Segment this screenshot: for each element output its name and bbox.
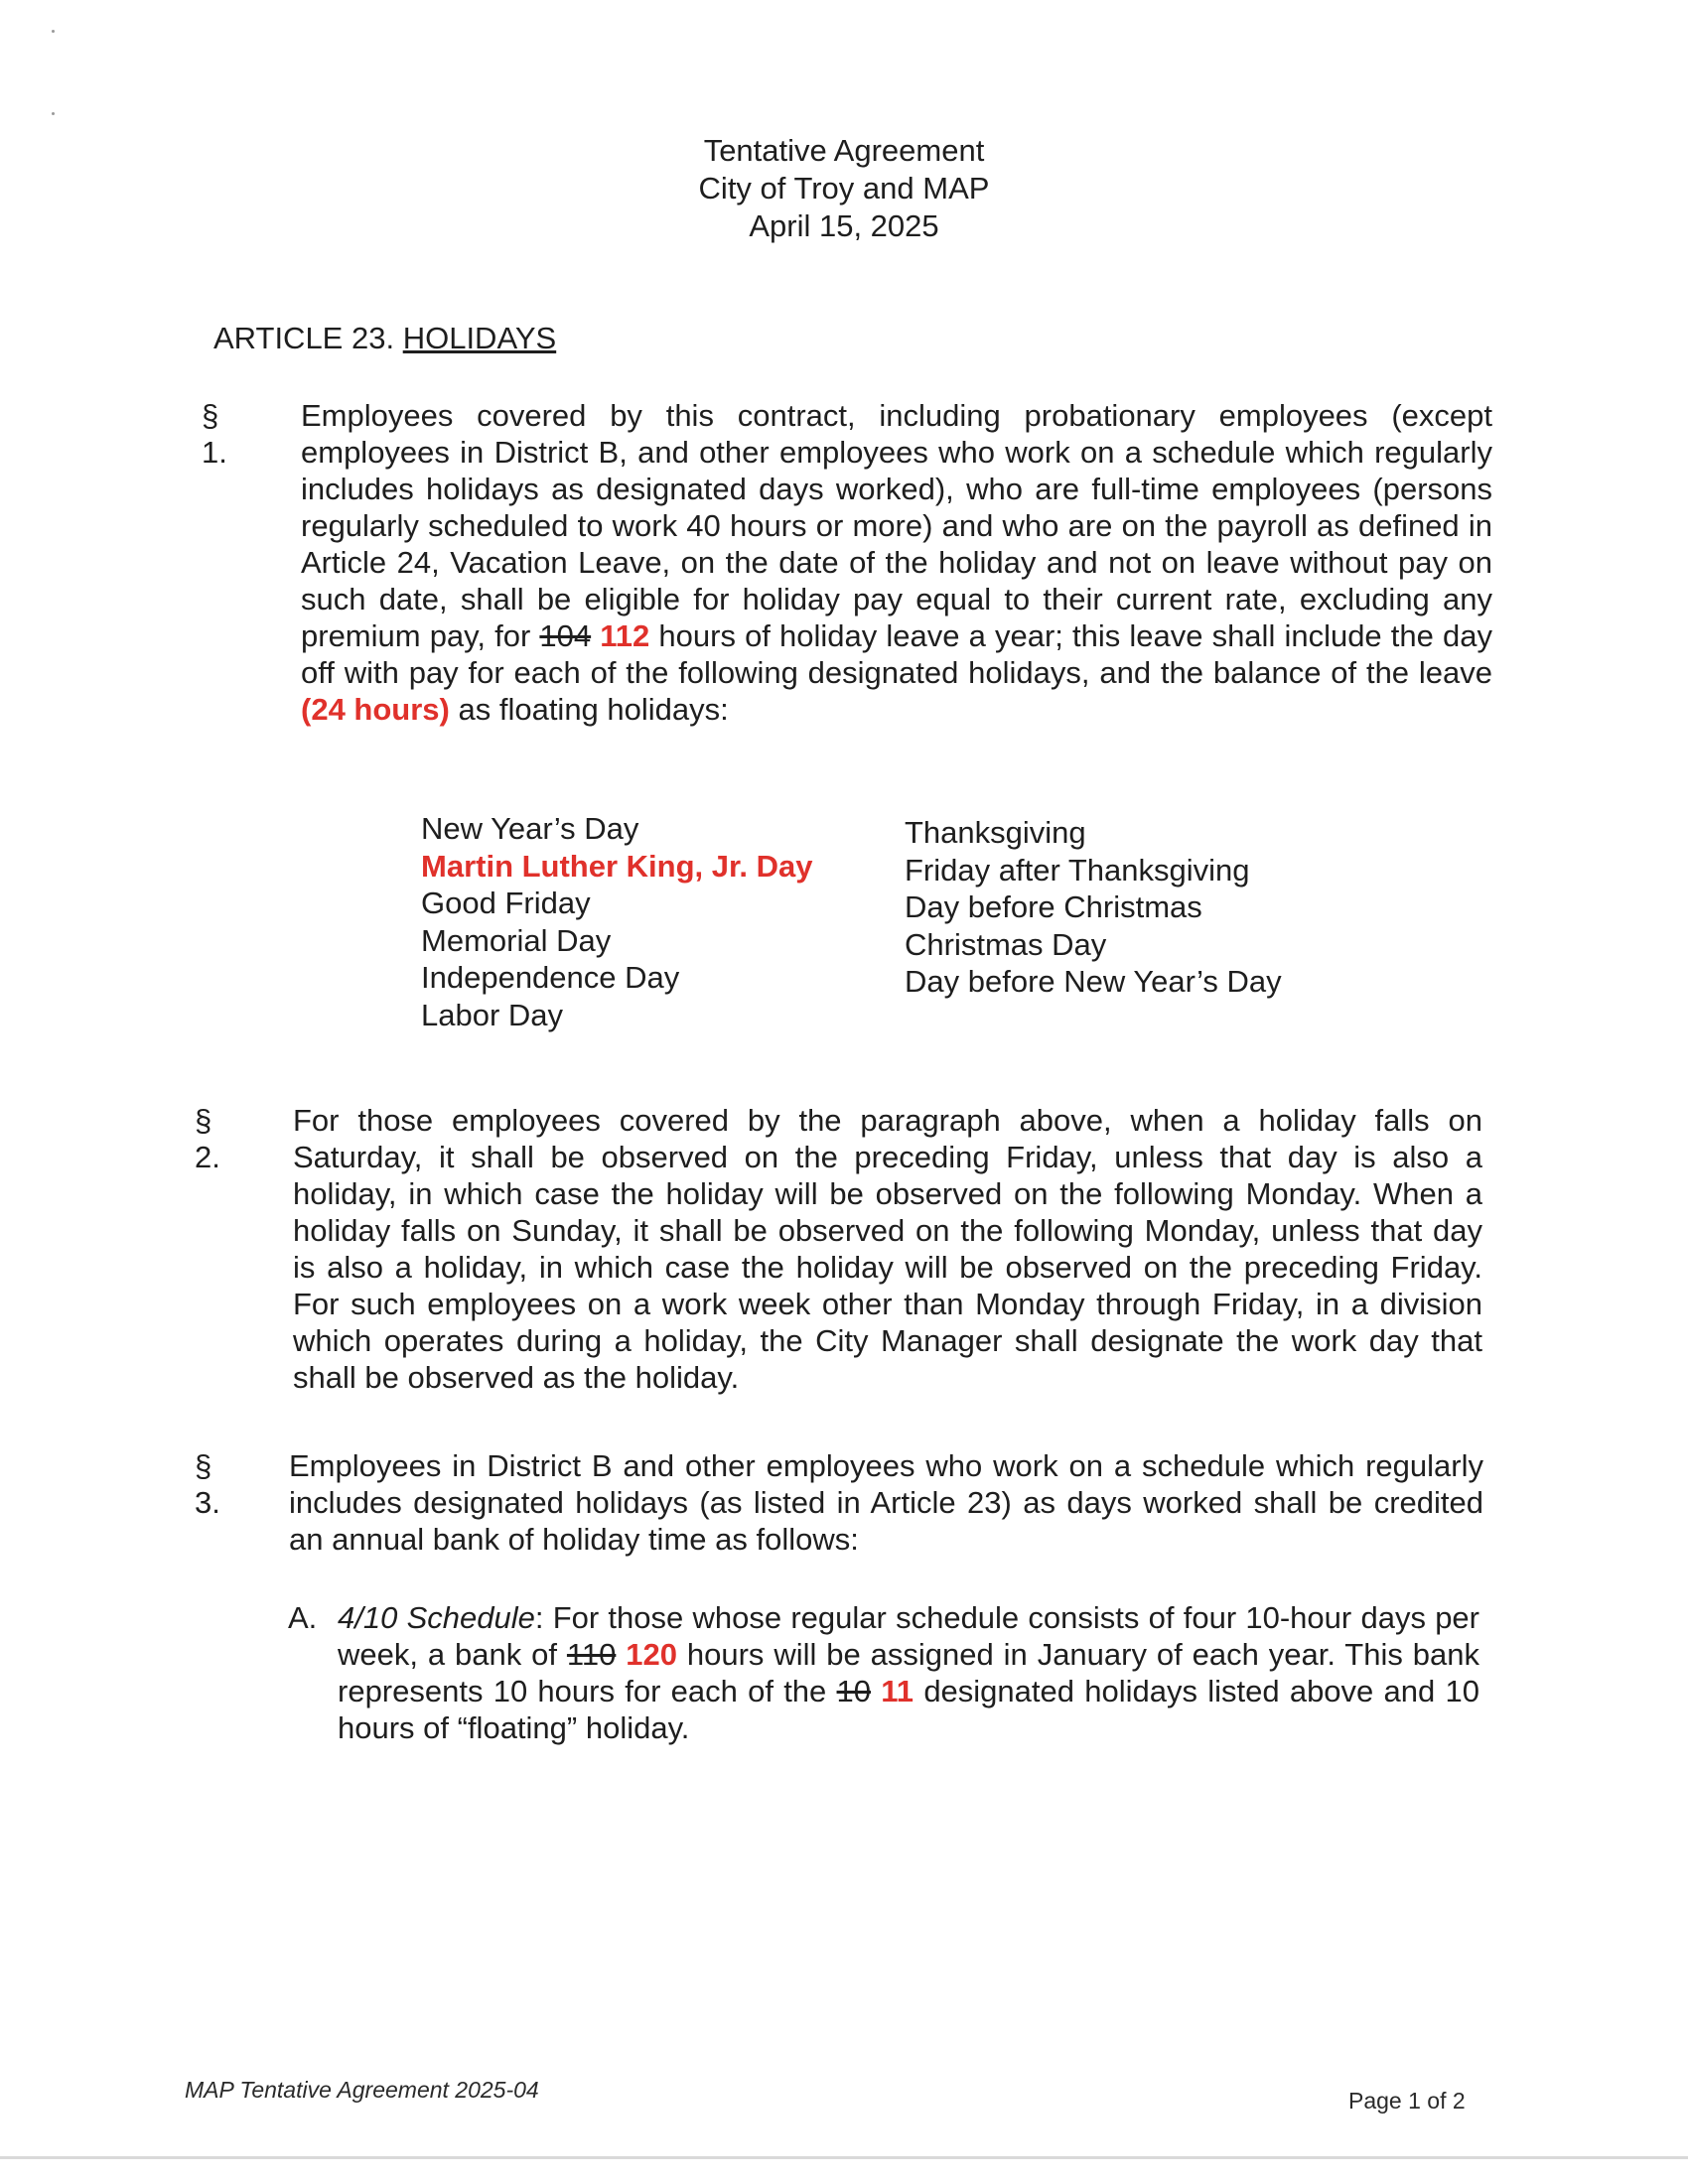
- section-number: § 3.: [195, 1448, 220, 1520]
- header-date: April 15, 2025: [749, 208, 939, 243]
- section-body: For those employees covered by the paragraph above, when a holiday falls on Saturday, it shall be observed on the preceding Friday, unless that day is also a holiday, in which case the holiday will be observed on the following Monday. When a holiday falls on Sunday, it shall be observed on the following Monday, unless that day is also a holiday, in which case the holiday will be observed on the preceding Friday. For such employees on a work week other than Monday through Friday, in a division which operates during a holiday, the City Manager shall designate the work day that shall be observed as the holiday.: [293, 1103, 1482, 1395]
- header-parties: City of Troy and MAP: [698, 171, 990, 205]
- item-heading: 4/10 Schedule: [338, 1600, 535, 1635]
- section-body: [301, 397, 1492, 728]
- section-number: § 2.: [195, 1103, 220, 1174]
- item-text: hours will be assigned in January of each year. This bank represents 10 hours for each of the: [338, 1637, 1479, 1708]
- holiday-item: New Year’s Day: [421, 811, 639, 846]
- holiday-item: Day before Christmas: [905, 889, 1202, 924]
- item-text: designated holidays listed above and 10 hours of “floating” holiday.: [338, 1674, 1479, 1745]
- article-heading: [213, 320, 556, 357]
- item-label: A.: [288, 1600, 318, 1635]
- struck-value: 10: [836, 1674, 872, 1708]
- holiday-item-added: Martin Luther King, Jr. Day: [421, 848, 813, 884]
- article-number: ARTICLE 23.: [213, 321, 395, 355]
- scan-speck: [52, 30, 55, 33]
- scan-speck: [52, 112, 55, 115]
- revised-value: (24 hours): [301, 692, 450, 727]
- footer-page-number: Page 1 of 2: [1348, 2088, 1466, 2114]
- holiday-column-left: [421, 810, 812, 1033]
- holiday-column-right: [905, 814, 1282, 1001]
- holiday-item: Christmas Day: [905, 926, 1107, 962]
- footer-document-id: MAP Tentative Agreement 2025-04: [185, 2077, 539, 2103]
- holiday-item: Thanksgiving: [905, 815, 1086, 850]
- revised-value: 11: [881, 1674, 914, 1708]
- section-text: Employees covered by this contract, including probationary employees (except employees in District B, and other employees who work on a schedule which regularly includes holidays as designated days worked), who are full-time employees (persons regularly scheduled to work 40 hours or more) and who are on the payroll as defined in Article 24, Vacation Leave, on the date of the holiday and not on leave without pay on such date, shall be eligible for holiday pay equal to their current rate, excluding any premium pay, for: [301, 398, 1492, 653]
- revised-value: 120: [626, 1637, 677, 1672]
- holiday-item: Day before New Year’s Day: [905, 964, 1282, 999]
- holiday-item: Friday after Thanksgiving: [905, 852, 1250, 887]
- scan-bottom-edge: [0, 2156, 1688, 2159]
- section-text: as floating holidays:: [458, 692, 729, 727]
- document-header: [0, 132, 1688, 245]
- section-text: hours of holiday leave a year; this leave shall include the day off with pay for each of the following designated holidays, and the balance of the leave: [301, 618, 1492, 690]
- section-body: Employees in District B and other employees who work on a schedule which regularly includes designated holidays (as listed in Article 23) as days worked shall be credited an annual bank of holiday time as follows:: [289, 1448, 1483, 1557]
- holiday-item: Good Friday: [421, 886, 591, 920]
- holiday-item: Labor Day: [421, 997, 564, 1032]
- header-title: Tentative Agreement: [703, 133, 985, 168]
- holiday-item: Memorial Day: [421, 922, 612, 958]
- holiday-item: Independence Day: [421, 960, 680, 995]
- revised-value: 112: [600, 618, 650, 653]
- item-body: [338, 1599, 1479, 1746]
- item-text: : For those whose regular schedule consists of four 10-hour days per week, a bank of: [338, 1600, 1479, 1672]
- section-number: § 1.: [202, 398, 227, 470]
- struck-value: 104: [539, 618, 592, 653]
- article-title: HOLIDAYS: [402, 321, 557, 355]
- struck-value: 110: [566, 1637, 617, 1672]
